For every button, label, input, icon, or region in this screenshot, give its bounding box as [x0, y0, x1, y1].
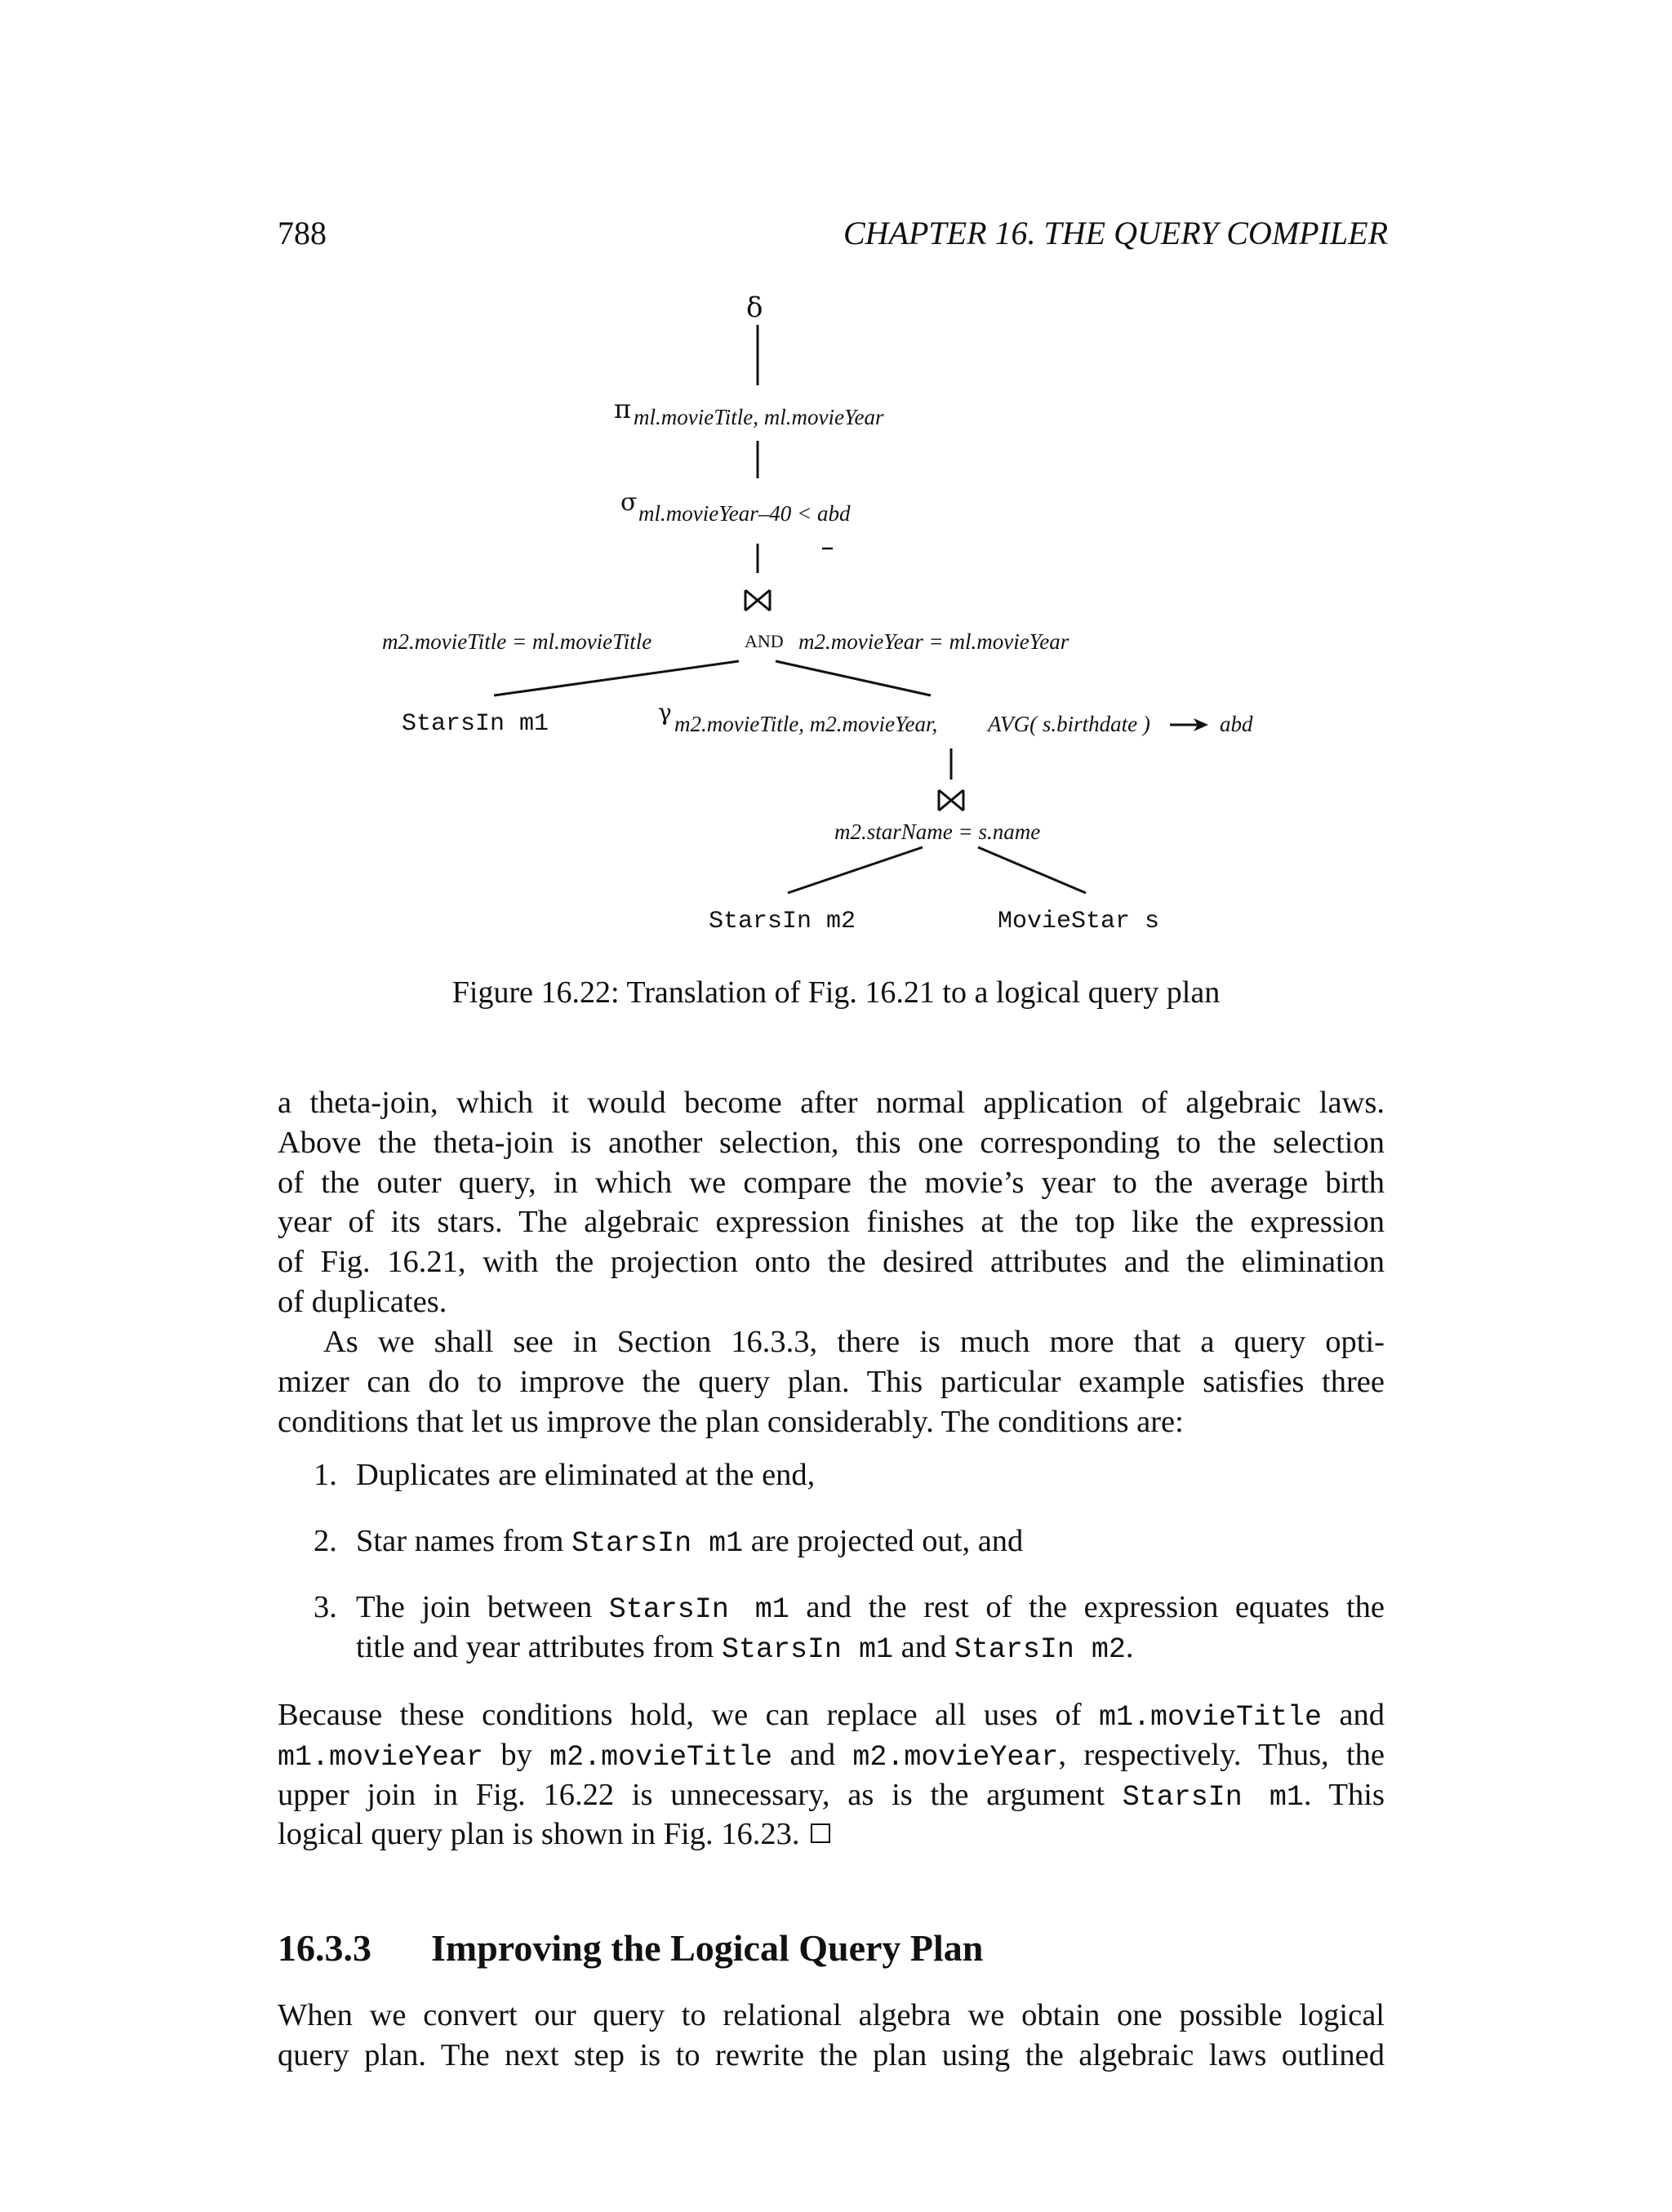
- upper-join-and: AND: [745, 631, 784, 651]
- arrow-icon: [1170, 718, 1208, 731]
- text-line: query plan. The next step is to rewrite the plan using the algebraic laws outlined: [278, 2037, 1385, 2072]
- text-line: m1.movieYear by m2.movieTitle and m2.movieYear, respectively. Thus, the: [278, 1737, 1385, 1774]
- list-number: 2.: [314, 1524, 337, 1558]
- upper-join-right-condition: m2.movieYear = ml.movieYear: [798, 629, 1069, 654]
- gamma-arguments: m2.movieTitle, m2.movieYear,: [674, 712, 938, 736]
- section-title: Improving the Logical Query Plan: [431, 1927, 984, 1969]
- list-item-2: [314, 1521, 1385, 1562]
- leaf-starsin-m1: StarsIn m1: [402, 710, 549, 738]
- query-plan-lines: [0, 0, 1672, 963]
- pi-arguments: ml.movieTitle, ml.movieYear: [634, 405, 884, 429]
- list-item-1: [314, 1455, 1385, 1496]
- edge-join-starsin-m1: [494, 661, 739, 695]
- text-line: mizer can do to improve the query plan. This particular example satisfies three: [278, 1364, 1385, 1399]
- list-text: Duplicates are eliminated at the end,: [356, 1458, 816, 1492]
- code-starsin-m2: StarsIn m2: [954, 1632, 1126, 1666]
- gamma-aggregate: AVG( s.birthdate ): [988, 712, 1150, 736]
- gamma-symbol: γ: [658, 699, 672, 726]
- list-text: The join between StarsIn m1 and the rest of the expression equates the: [356, 1590, 1385, 1626]
- end-of-proof-icon: [811, 1823, 830, 1843]
- text-line: Above the theta-join is another selection, this one corresponding to the selection: [278, 1125, 1385, 1160]
- lower-join-condition: m2.starName = s.name: [834, 820, 1041, 844]
- chapter-title: CHAPTER 16. THE QUERY COMPILER: [843, 215, 1388, 251]
- delta-symbol: δ: [746, 291, 763, 324]
- upper-join-left-condition: m2.movieTitle = ml.movieTitle: [382, 629, 652, 654]
- sigma-symbol: σ: [620, 488, 638, 517]
- list-number: 3.: [314, 1590, 337, 1624]
- edge-join2-moviestar: [978, 847, 1086, 893]
- edge-join2-starsin-m2: [788, 847, 923, 893]
- code-starsin-m1: StarsIn m1: [571, 1527, 744, 1560]
- text-line: As we shall see in Section 16.3.3, there is much more that a query opti-: [323, 1325, 1385, 1359]
- sigma-condition: ml.movieYear–40 < abd: [638, 501, 851, 526]
- list-item-3: [314, 1588, 1385, 1669]
- paragraph-3: [278, 1695, 1385, 1854]
- text-line: year of its stars. The algebraic expression finishes at the top like the expression: [278, 1205, 1385, 1240]
- text-line: conditions that let us improve the plan considerably. The conditions are:: [278, 1404, 1184, 1439]
- section-number: 16.3.3: [278, 1927, 371, 1969]
- list-number: 1.: [314, 1458, 337, 1492]
- code-starsin-m1: StarsIn m1: [721, 1632, 893, 1666]
- text-line: logical query plan is shown in Fig. 16.23.: [278, 1814, 1385, 1854]
- leaf-starsin-m2: StarsIn m2: [709, 908, 856, 935]
- leaf-moviestar-s: MovieStar s: [998, 908, 1160, 935]
- code-starsin-m1: StarsIn m1: [608, 1593, 789, 1626]
- text-line: upper join in Fig. 16.22 is unnecessary, as is the argument StarsIn m1. This: [278, 1777, 1385, 1814]
- figure-caption: Figure 16.22: Translation of Fig. 16.21 to a logical query plan: [451, 975, 1221, 1010]
- text-line: a theta-join, which it would become after normal application of algebraic laws.: [278, 1086, 1385, 1120]
- list-text: title and year attributes from StarsIn m1 and StarsIn m2.: [356, 1629, 1134, 1666]
- paragraph-2: [278, 1322, 1385, 1441]
- gamma-result: abd: [1220, 712, 1253, 736]
- list-text: Star names from StarsIn m1 are projected out, and: [356, 1524, 1024, 1560]
- text-line: When we convert our query to relational algebra we obtain one possible logical: [278, 1998, 1385, 2032]
- text-line: of the outer query, in which we compare the movie’s year to the average birth: [278, 1165, 1385, 1200]
- edge-join-gamma: [776, 661, 931, 695]
- text-line: of duplicates.: [278, 1284, 447, 1319]
- lower-join-icon: [939, 790, 963, 811]
- text-line: Because these conditions hold, we can replace all uses of m1.movieTitle and: [278, 1698, 1385, 1734]
- page-number: 788: [278, 215, 327, 251]
- upper-join-icon: [745, 590, 770, 611]
- pi-symbol: π: [614, 393, 632, 424]
- text-line: of Fig. 16.21, with the projection onto the desired attributes and the elimination: [278, 1245, 1385, 1280]
- paragraph-1: [278, 1083, 1385, 1322]
- paragraph-4: [278, 1996, 1385, 2076]
